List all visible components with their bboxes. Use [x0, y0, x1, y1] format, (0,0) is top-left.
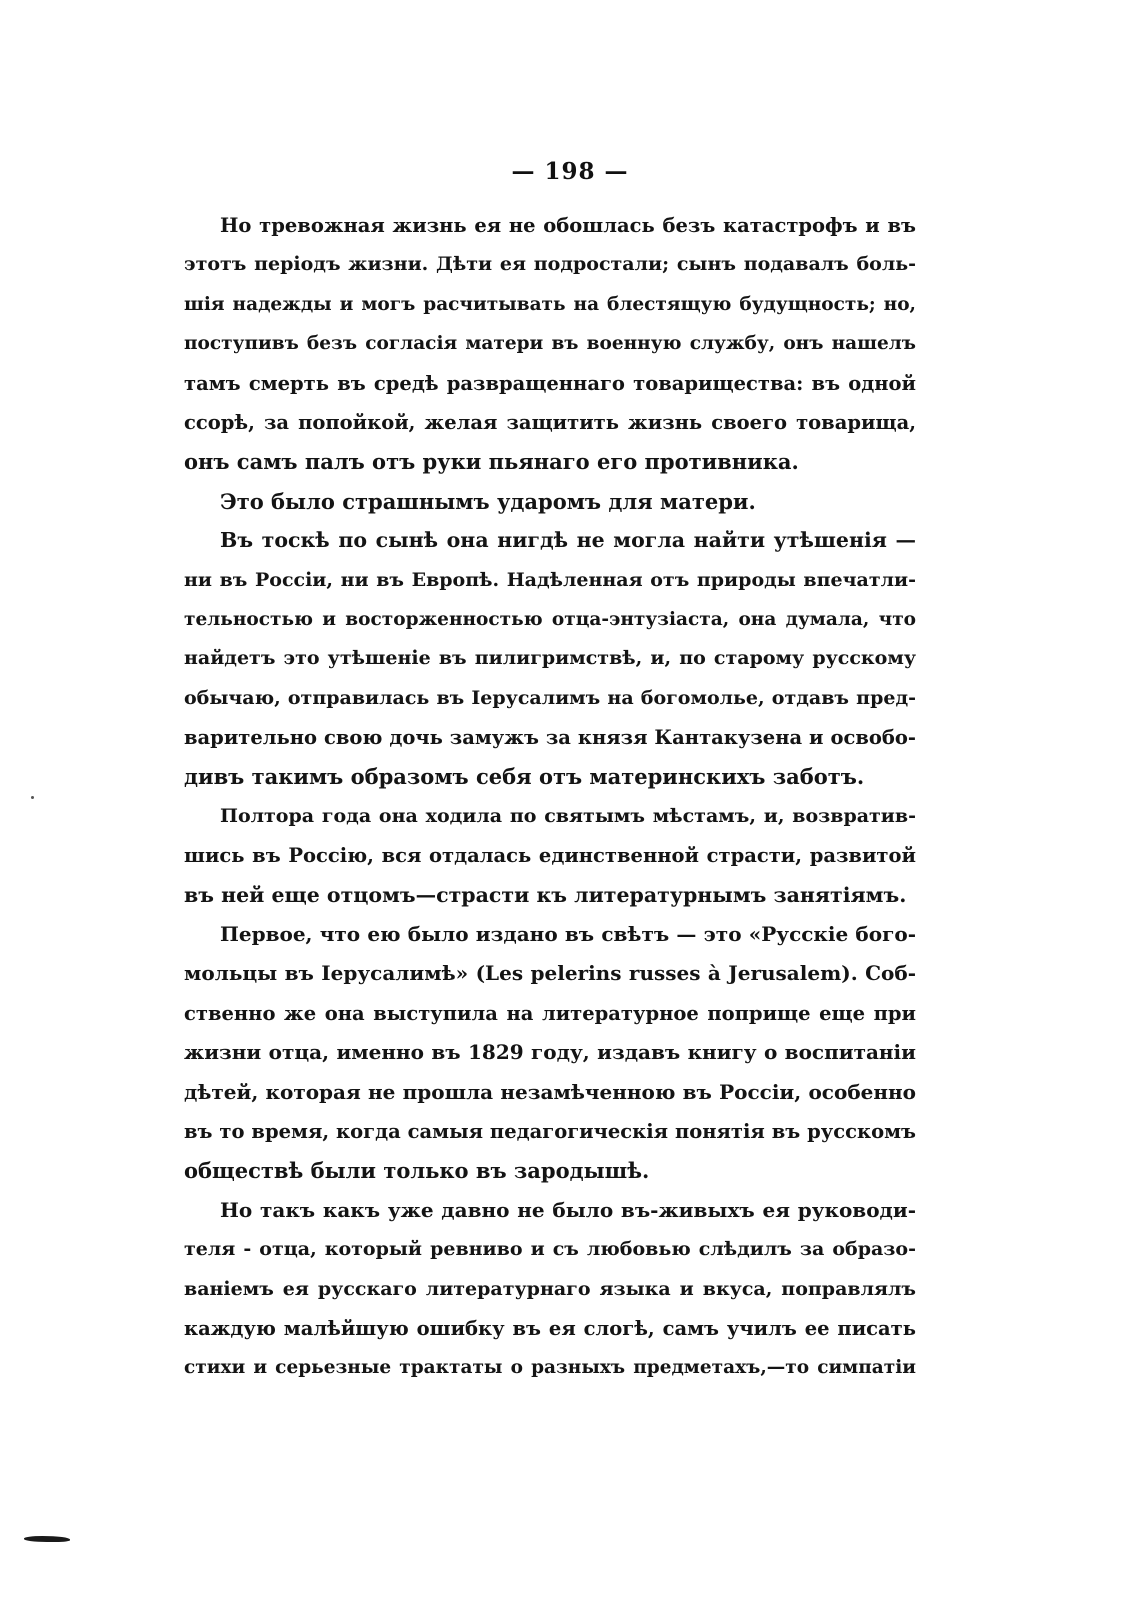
text-line: шія надежды и могъ расчитывать на блестящую будущность; но,	[184, 293, 916, 315]
text-line: Это было страшнымъ ударомъ для матери.	[220, 488, 756, 514]
paragraph-6	[184, 1191, 916, 1388]
text-line: дивъ такимъ образомъ себя отъ материнскихъ заботъ.	[184, 764, 865, 790]
paragraph-5	[184, 915, 916, 1191]
scan-edge-mark	[24, 1536, 70, 1542]
text-line: шись въ Россію, вся отдалась единственной страсти, развитой	[184, 844, 916, 868]
text-line: тамъ смерть въ средѣ развращеннаго товарищества: въ одной	[184, 371, 916, 395]
text-line: онъ самъ палъ отъ руки пьянаго его противника.	[184, 449, 799, 475]
text-line: Въ тоскѣ по сынѣ она нигдѣ не могла найти утѣшенія —	[220, 528, 916, 553]
text-line: обычаю, отправилась въ Іерусалимъ на богомолье, отдавъ пред-	[184, 686, 916, 709]
text-line: каждую малѣйшую ошибку въ ея слогѣ, самъ училъ ее писать	[184, 1316, 916, 1340]
paragraph-4	[184, 797, 916, 915]
text-line: варительно свою дочь замужъ за князя Кантакузена и освобо-	[184, 726, 916, 750]
text-line: ссорѣ, за попойкой, желая защитить жизнь своего товарища,	[184, 410, 916, 434]
text-line: теля - отца, который ревниво и съ любовью слѣдилъ за образо-	[184, 1238, 916, 1261]
text-line: мольцы въ Іерусалимѣ» (Les pelerins russes à Jerusalem). Соб-	[184, 961, 916, 986]
text-line: жизни отца, именно въ 1829 году, издавъ книгу о воспитаніи	[184, 1040, 916, 1065]
text-line: обществѣ были только въ зародышѣ.	[184, 1158, 650, 1184]
text-line: найдетъ это утѣшеніе въ пилигримствѣ, и, по старому русскому	[184, 647, 916, 670]
body-text	[184, 206, 916, 1388]
paragraph-3	[184, 521, 916, 797]
page-number: — 198 —	[511, 158, 629, 185]
text-line: Полтора года она ходила по святымъ мѣстамъ, и, возвратив-	[220, 804, 916, 827]
scan-speck	[31, 796, 34, 799]
text-line: Но тревожная жизнь ея не обошлась безъ катастрофъ и въ	[220, 214, 916, 237]
paragraph-2	[184, 482, 916, 521]
text-line: поступивъ безъ согласія матери въ военную службу, онъ нашелъ	[184, 333, 916, 355]
text-line: Но такъ какъ уже давно не было въ-живыхъ ея руководи-	[220, 1197, 916, 1222]
paragraph-1	[184, 206, 916, 482]
text-line: этотъ періодъ жизни. Дѣти ея подростали; сынъ подавалъ боль-	[184, 253, 916, 276]
text-line: въ ней еще отцомъ—страсти къ литературнымъ занятіямъ.	[184, 882, 907, 907]
text-line: Первое, что ею было издано въ свѣтъ — это «Русскіе бого-	[220, 922, 916, 947]
text-line: тельностью и восторженностью отца-энтузіаста, она думала, что	[184, 608, 916, 630]
text-line: дѣтей, которая не прошла незамѣченною въ Россіи, особенно	[184, 1079, 916, 1104]
text-line: ваніемъ ея русскаго литературнаго языка и вкуса, поправлялъ	[184, 1277, 916, 1300]
text-line: ственно же она выступила на литературное поприще еще при	[184, 1001, 916, 1025]
text-line: ни въ Россіи, ни въ Европѣ. Надѣленная отъ природы впечатли-	[184, 568, 916, 591]
text-line: въ то время, когда самыя педагогическія понятія въ русскомъ	[184, 1119, 916, 1143]
text-line: стихи и серьезные трактаты о разныхъ предметахъ,—то симпатіи	[184, 1357, 916, 1379]
